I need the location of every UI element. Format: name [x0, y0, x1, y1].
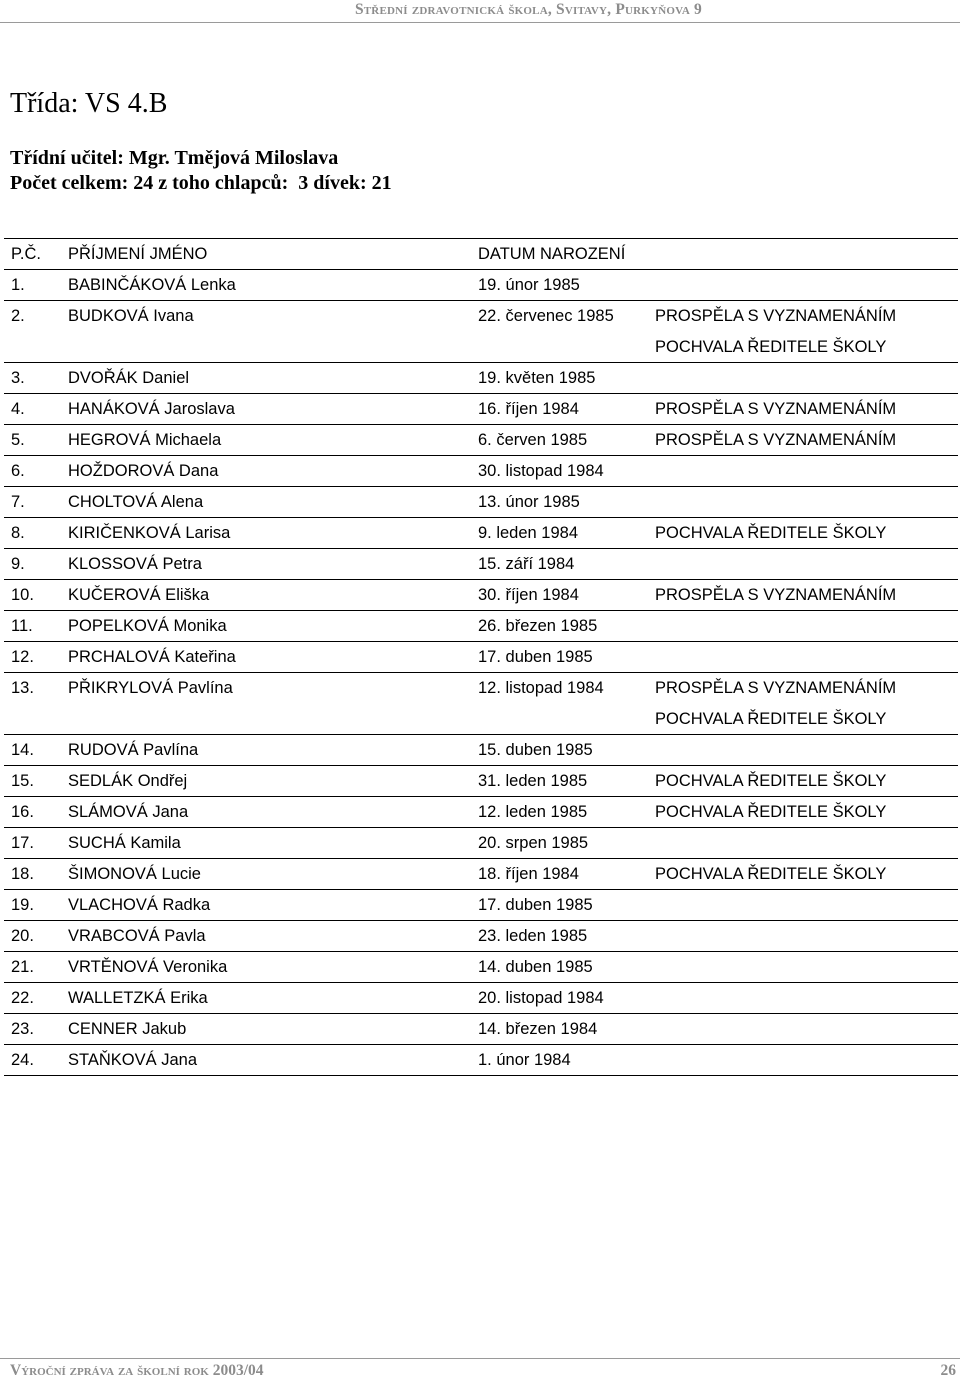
table-row [4, 1014, 958, 1045]
table-row [4, 456, 958, 487]
birth-date: 6. červen 1985 [478, 431, 588, 449]
table-row [4, 642, 958, 673]
birth-date: 12. listopad 1984 [478, 679, 604, 697]
student-name: KLOSSOVÁ Petra [68, 555, 202, 573]
birth-date: 20. srpen 1985 [478, 834, 589, 852]
award-note: PROSPĚLA S VYZNAMENÁNÍM [655, 307, 897, 325]
student-name: STAŇKOVÁ Jana [68, 1051, 197, 1069]
table-row [4, 952, 958, 983]
student-name: PŘIKRYLOVÁ Pavlína [68, 679, 233, 697]
row-number: 17. [11, 834, 34, 852]
row-number: 10. [11, 586, 34, 604]
student-name: HANÁKOVÁ Jaroslava [68, 400, 235, 418]
table-row [4, 487, 958, 518]
row-number: 20. [11, 927, 34, 945]
student-name: RUDOVÁ Pavlína [68, 741, 199, 759]
student-name: SUCHÁ Kamila [68, 834, 181, 852]
birth-date: 15. duben 1985 [478, 741, 593, 759]
page-footer [0, 1358, 960, 1383]
student-name: PRCHALOVÁ Kateřina [68, 648, 236, 666]
birth-date: 13. únor 1985 [478, 493, 580, 511]
table-row [4, 1045, 958, 1076]
birth-date: 14. březen 1984 [478, 1020, 598, 1038]
page-header [0, 0, 960, 24]
birth-date: 1. únor 1984 [478, 1051, 571, 1069]
row-number: 19. [11, 896, 34, 914]
birth-date: 15. září 1984 [478, 555, 575, 573]
student-name: ŠIMONOVÁ Lucie [68, 865, 201, 883]
table-row [4, 766, 958, 797]
table-row [4, 425, 958, 456]
student-name: SLÁMOVÁ Jana [68, 803, 189, 821]
header-date: DATUM NAROZENÍ [478, 245, 626, 263]
row-number: 7. [11, 493, 25, 511]
student-name: VRABCOVÁ Pavla [68, 927, 206, 945]
table-row [4, 549, 958, 580]
row-number: 2. [11, 307, 25, 325]
award-notes [655, 679, 896, 740]
birth-date: 22. červenec 1985 [478, 307, 614, 325]
award-note: POCHVALA ŘEDITELE ŠKOLY [655, 772, 887, 790]
student-name: POPELKOVÁ Monika [68, 617, 227, 635]
birth-date: 18. říjen 1984 [478, 865, 579, 883]
header-no: P.Č. [11, 245, 41, 263]
student-name: KUČEROVÁ Eliška [68, 586, 210, 604]
birth-date: 19. květen 1985 [478, 369, 596, 387]
award-note: POCHVALA ŘEDITELE ŠKOLY [655, 709, 887, 728]
table-row [4, 611, 958, 642]
table-row [4, 301, 958, 363]
table-row [4, 859, 958, 890]
row-number: 15. [11, 772, 34, 790]
table-row [4, 518, 958, 549]
award-note: PROSPĚLA S VYZNAMENÁNÍM [655, 586, 897, 604]
school-name: Střední zdravotnická škola, Svitavy, Purkyňova 9 [354, 1, 702, 18]
page-number: 26 [940, 1362, 956, 1379]
table-row [4, 890, 958, 921]
table-row [4, 828, 958, 859]
row-number: 1. [11, 276, 25, 294]
row-number: 16. [11, 803, 34, 821]
award-note: PROSPĚLA S VYZNAMENÁNÍM [655, 679, 897, 697]
award-note: POCHVALA ŘEDITELE ŠKOLY [655, 524, 887, 542]
birth-date: 20. listopad 1984 [478, 989, 604, 1007]
table-row [4, 363, 958, 394]
student-name: WALLETZKÁ Erika [68, 989, 208, 1007]
table-row [4, 394, 958, 425]
birth-date: 30. říjen 1984 [478, 586, 579, 604]
table-row [4, 983, 958, 1014]
count-boys: z toho chlapců: 3 [158, 172, 309, 194]
row-number: 4. [11, 400, 25, 418]
table-row [4, 673, 958, 735]
row-number: 24. [11, 1051, 34, 1069]
row-number: 5. [11, 431, 25, 449]
header-name: PŘÍJMENÍ JMÉNO [68, 245, 208, 263]
award-note: POCHVALA ŘEDITELE ŠKOLY [655, 803, 887, 821]
row-number: 13. [11, 679, 34, 697]
row-number: 18. [11, 865, 34, 883]
row-number: 14. [11, 741, 34, 759]
student-name: CENNER Jakub [68, 1020, 187, 1038]
class-teacher: Třídní učitel: Mgr. Tmějová Miloslava [10, 147, 339, 169]
student-name: SEDLÁK Ondřej [68, 772, 188, 790]
student-name: HEGROVÁ Michaela [68, 431, 222, 449]
award-note: POCHVALA ŘEDITELE ŠKOLY [655, 337, 887, 356]
birth-date: 30. listopad 1984 [478, 462, 604, 480]
birth-date: 14. duben 1985 [478, 958, 593, 976]
award-note: PROSPĚLA S VYZNAMENÁNÍM [655, 400, 897, 418]
row-number: 21. [11, 958, 34, 976]
count-girls: dívek: 21 [313, 172, 392, 194]
row-number: 6. [11, 462, 25, 480]
student-name: BABINČÁKOVÁ Lenka [68, 276, 236, 294]
student-name: VLACHOVÁ Radka [68, 896, 211, 914]
table-header-row [4, 239, 958, 270]
birth-date: 26. březen 1985 [478, 617, 598, 635]
footer-rule [0, 1358, 960, 1359]
row-number: 9. [11, 555, 25, 573]
report-title: Výroční zpráva za školní rok 2003/04 [10, 1362, 264, 1379]
row-number: 12. [11, 648, 34, 666]
table-row [4, 270, 958, 301]
table-row [4, 735, 958, 766]
birth-date: 16. říjen 1984 [478, 400, 579, 418]
header-rule [0, 22, 960, 23]
birth-date: 31. leden 1985 [478, 772, 588, 790]
birth-date: 17. duben 1985 [478, 648, 593, 666]
birth-date: 23. leden 1985 [478, 927, 588, 945]
student-name: DVOŘÁK Daniel [68, 369, 190, 387]
birth-date: 17. duben 1985 [478, 896, 593, 914]
birth-date: 19. únor 1985 [478, 276, 580, 294]
student-name: HOŽDOROVÁ Dana [68, 462, 219, 480]
row-number: 22. [11, 989, 34, 1007]
table-row [4, 797, 958, 828]
student-name: VRTĚNOVÁ Veronika [68, 958, 228, 976]
birth-date: 12. leden 1985 [478, 803, 588, 821]
class-title: Třída: VS 4.B [10, 88, 168, 119]
student-name: KIRIČENKOVÁ Larisa [68, 524, 231, 542]
student-name: BUDKOVÁ Ivana [68, 307, 194, 325]
row-number: 3. [11, 369, 25, 387]
count-total: Počet celkem: 24 [10, 172, 154, 194]
student-counts [10, 172, 392, 195]
row-number: 8. [11, 524, 25, 542]
student-name: CHOLTOVÁ Alena [68, 493, 204, 511]
award-note: PROSPĚLA S VYZNAMENÁNÍM [655, 431, 897, 449]
student-table [4, 238, 958, 1076]
award-note: POCHVALA ŘEDITELE ŠKOLY [655, 865, 887, 883]
row-number: 11. [11, 617, 33, 635]
award-notes [655, 307, 896, 368]
birth-date: 9. leden 1984 [478, 524, 579, 542]
table-row [4, 580, 958, 611]
table-row [4, 921, 958, 952]
row-number: 23. [11, 1020, 34, 1038]
